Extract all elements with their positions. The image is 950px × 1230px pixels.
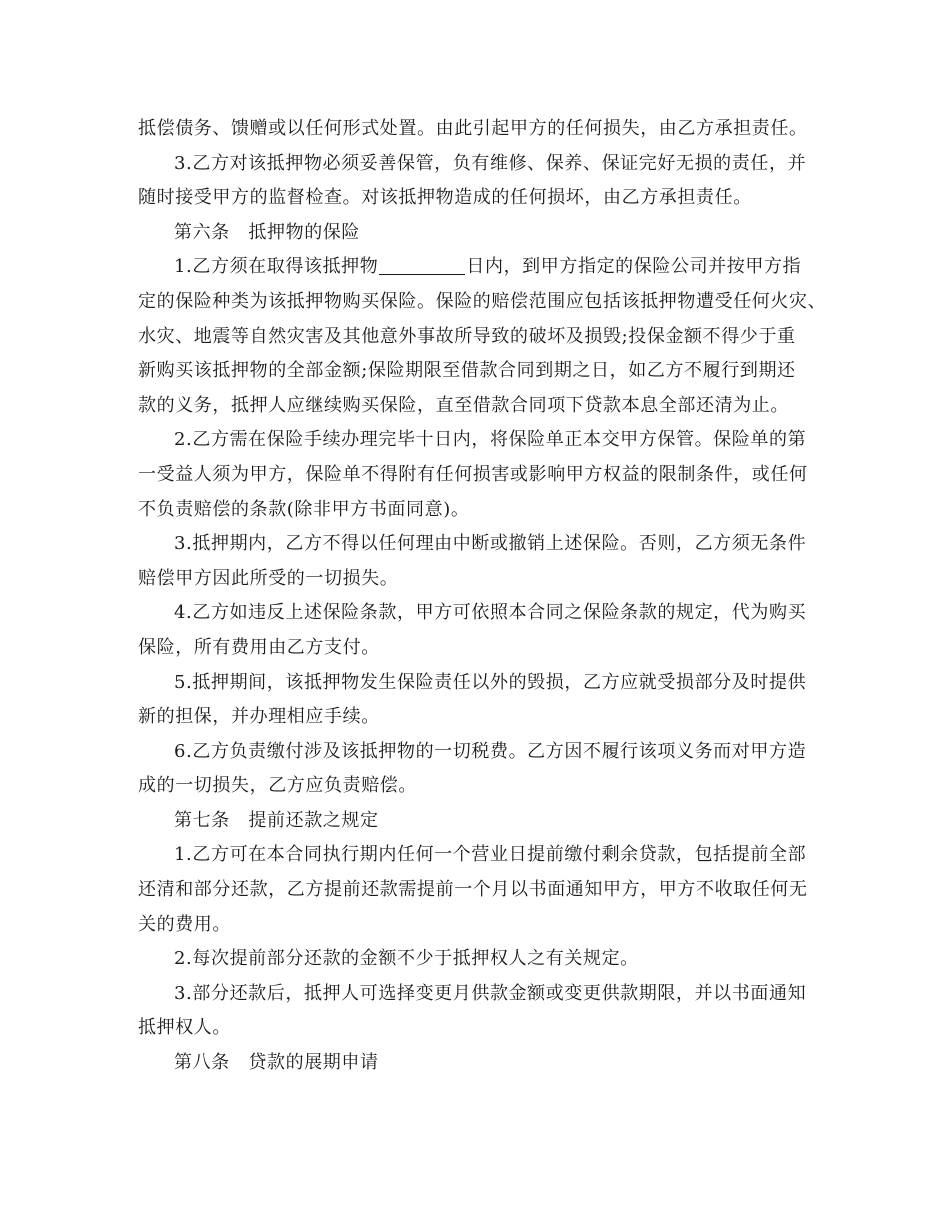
body-line: 定的保险种类为该抵押物购买保险。保险的赔偿范围应包括该抵押物遭受任何火灾、 [138,290,827,312]
body-line: 抵押权人。 [138,1017,231,1039]
clause-line: 3.抵押期内，乙方不得以任何理由中断或撤销上述保险。否则，乙方须无条件 [174,533,807,555]
body-line: 新购买该抵押物的全部金额;保险期限至借款合同到期之日，如乙方不履行到期还 [138,360,796,382]
body-line: 不负责赔偿的条款(除非甲方书面同意)。 [138,498,470,520]
clause-line: 2.每次提前部分还款的金额不少于抵押权人之有关规定。 [174,948,639,970]
body-line: 赔偿甲方因此所受的一切损失。 [138,567,399,589]
body-line: 款的义务，抵押人应继续购买保险，直至借款合同项下贷款本息全部还清为止。 [138,394,789,416]
body-line: 还清和部分还款，乙方提前还款需提前一个月以书面通知甲方，甲方不收取任何无 [138,879,808,901]
body-line: 随时接受甲方的监督检查。对该抵押物造成的任何损坏，由乙方承担责任。 [138,187,752,209]
clause-line: 2.乙方需在保险手续办理完毕十日内，将保险单正本交甲方保管。保险单的第 [174,429,807,451]
clause-line: 5.抵押期间，该抵押物发生保险责任以外的毁损，乙方应就受损部分及时提供 [174,671,807,693]
body-line: 关的费用。 [138,913,231,935]
body-line: 一受益人须为甲方，保险单不得附有任何损害或影响甲方权益的限制条件，或任何 [138,463,808,485]
body-line: 成的一切损失，乙方应负责赔偿。 [138,775,417,797]
clause-text-after-blank: 日内，到甲方指定的保险公司并按甲方指 [466,256,802,278]
clause-line: 4.乙方如违反上述保险条款，甲方可依照本合同之保险条款的规定，代为购买 [174,602,807,624]
body-line: 抵偿债务、馈赠或以任何形式处置。由此引起甲方的任何损失，由乙方承担责任。 [138,118,808,139]
article-heading: 第七条 提前还款之规定 [174,809,379,831]
document-page [138,112,827,1081]
article-heading: 第八条 贷款的展期申请 [174,1052,379,1074]
clause-line-with-blank [138,250,814,285]
fill-in-blank [379,255,465,275]
clause-line: 6.乙方负责缴付涉及该抵押物的一切税费。乙方因不履行该项义务而对甲方造 [174,740,807,762]
body-line: 保险，所有费用由乙方支付。 [138,636,380,658]
clause-line: 1.乙方可在本合同执行期内任何一个营业日提前缴付剩余贷款，包括提前全部 [174,844,807,866]
body-line: 新的担保，并办理相应手续。 [138,706,380,728]
body-line: 水灾、地震等自然灾害及其他意外事故所导致的破坏及损毁;投保金额不得少于重 [138,325,796,347]
clause-text-before-blank: 1.乙方须在取得该抵押物 [174,256,379,278]
clause-line: 3.部分还款后，抵押人可选择变更月供款金额或变更供款期限，并以书面通知 [174,982,807,1004]
article-heading: 第六条 抵押物的保险 [174,221,360,243]
clause-line: 3.乙方对该抵押物必须妥善保管，负有维修、保养、保证完好无损的责任，并 [174,152,807,174]
